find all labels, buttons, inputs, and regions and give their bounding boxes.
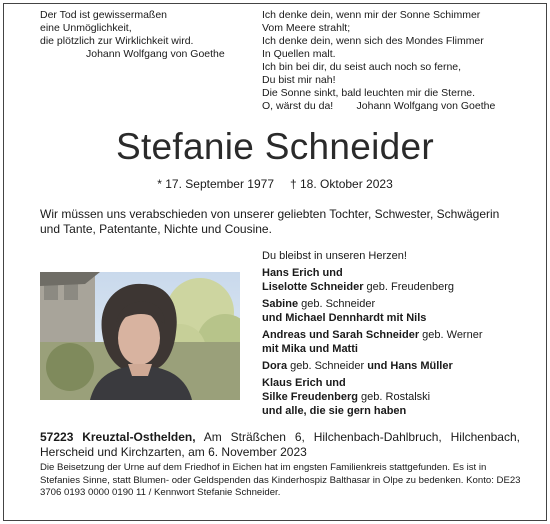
family-name: Sabine (262, 298, 299, 310)
quote-right (262, 9, 495, 113)
quote-right-author: Johann Wolfgang von Goethe (356, 100, 496, 112)
quote-left-line: eine Unmöglichkeit, (40, 22, 132, 34)
intro-text: Wir müssen uns verabschieden von unserer geliebten Tochter, Schwester, Schwägerin und Tante, Patentante, Nichte und Cousine. (40, 207, 500, 236)
quote-left-line: die plötzlich zur Wirklichkeit wird. (40, 35, 194, 47)
family-header: Du bleibst in unseren Herzen! (262, 250, 407, 262)
family-note: geb. Schneider (287, 360, 368, 372)
family-group (262, 328, 483, 356)
deceased-name: Stefanie Schneider (115, 126, 435, 167)
quote-right-line: Die Sonne sinkt, bald leuchten mir die Sterne. (262, 87, 476, 99)
quote-right-last (262, 100, 495, 113)
quote-right-last-line: O, wärst du da! (262, 100, 334, 112)
quote-left-author: Johann Wolfgang von Goethe (86, 48, 225, 60)
family-group (262, 376, 483, 418)
address-details: Am Sträßchen 6, Hilchenbach-Dahlbruch, Hilchenbach, Herscheid und Kirchzarten, am 6. November 2023 (40, 430, 520, 459)
family-note: geb. Schneider (298, 298, 376, 310)
death-date: † 18. Oktober 2023 (290, 177, 393, 191)
family-name: Liselotte Schneider (262, 281, 364, 293)
quote-left-line: Der Tod ist gewissermaßen (40, 9, 168, 21)
family-name: und Hans Müller (367, 360, 453, 372)
family-group (262, 359, 483, 373)
family-name: mit Mika und Matti (262, 343, 358, 355)
quote-right-line: Ich bin bei dir, du seist auch noch so ferne, (262, 61, 462, 73)
family-list (262, 249, 483, 421)
family-name: Silke Freudenberg (262, 391, 358, 403)
quote-right-line: In Quellen malt. (262, 48, 336, 60)
family-name: Hans Erich und (262, 267, 343, 279)
quote-left (40, 9, 225, 61)
family-name: Dora (262, 360, 288, 372)
family-group (262, 266, 483, 294)
family-note: geb. Werner (419, 329, 483, 341)
family-closing: und alle, die sie gern haben (262, 405, 407, 417)
address-place: 57223 Kreuztal-Osthelden, (40, 430, 196, 444)
family-note: geb. Freudenberg (363, 281, 454, 293)
family-name: Klaus Erich und (262, 377, 346, 389)
footer-note: Die Beisetzung der Urne auf dem Friedhof in Eichen hat im engsten Familienkreis stattgefunden. Es ist in Stefanies Sinne, statt Blumen- oder Geldspenden das Kinderhospiz Balthasar in Olpe zu bedenken. Konto: DE23 3706 0193 0000 0190 11 / Kennwort Stefanie Schneider. (40, 462, 521, 498)
life-dates (0, 177, 550, 191)
portrait-photo (40, 272, 240, 400)
family-group (262, 297, 483, 325)
quote-right-line: Ich denke dein, wenn mir der Sonne Schimmer (262, 9, 481, 21)
quote-right-line: Vom Meere strahlt; (262, 22, 351, 34)
family-note: geb. Rostalski (357, 391, 431, 403)
family-name: und Michael Dennhardt mit Nils (262, 312, 427, 324)
quote-right-line: Du bist mir nah! (262, 74, 336, 86)
address-line (40, 430, 520, 460)
birth-date: * 17. September 1977 (157, 177, 274, 191)
quote-right-line: Ich denke dein, wenn sich des Mondes Flimmer (262, 35, 484, 47)
family-name: Andreas und Sarah Schneider (262, 329, 420, 341)
